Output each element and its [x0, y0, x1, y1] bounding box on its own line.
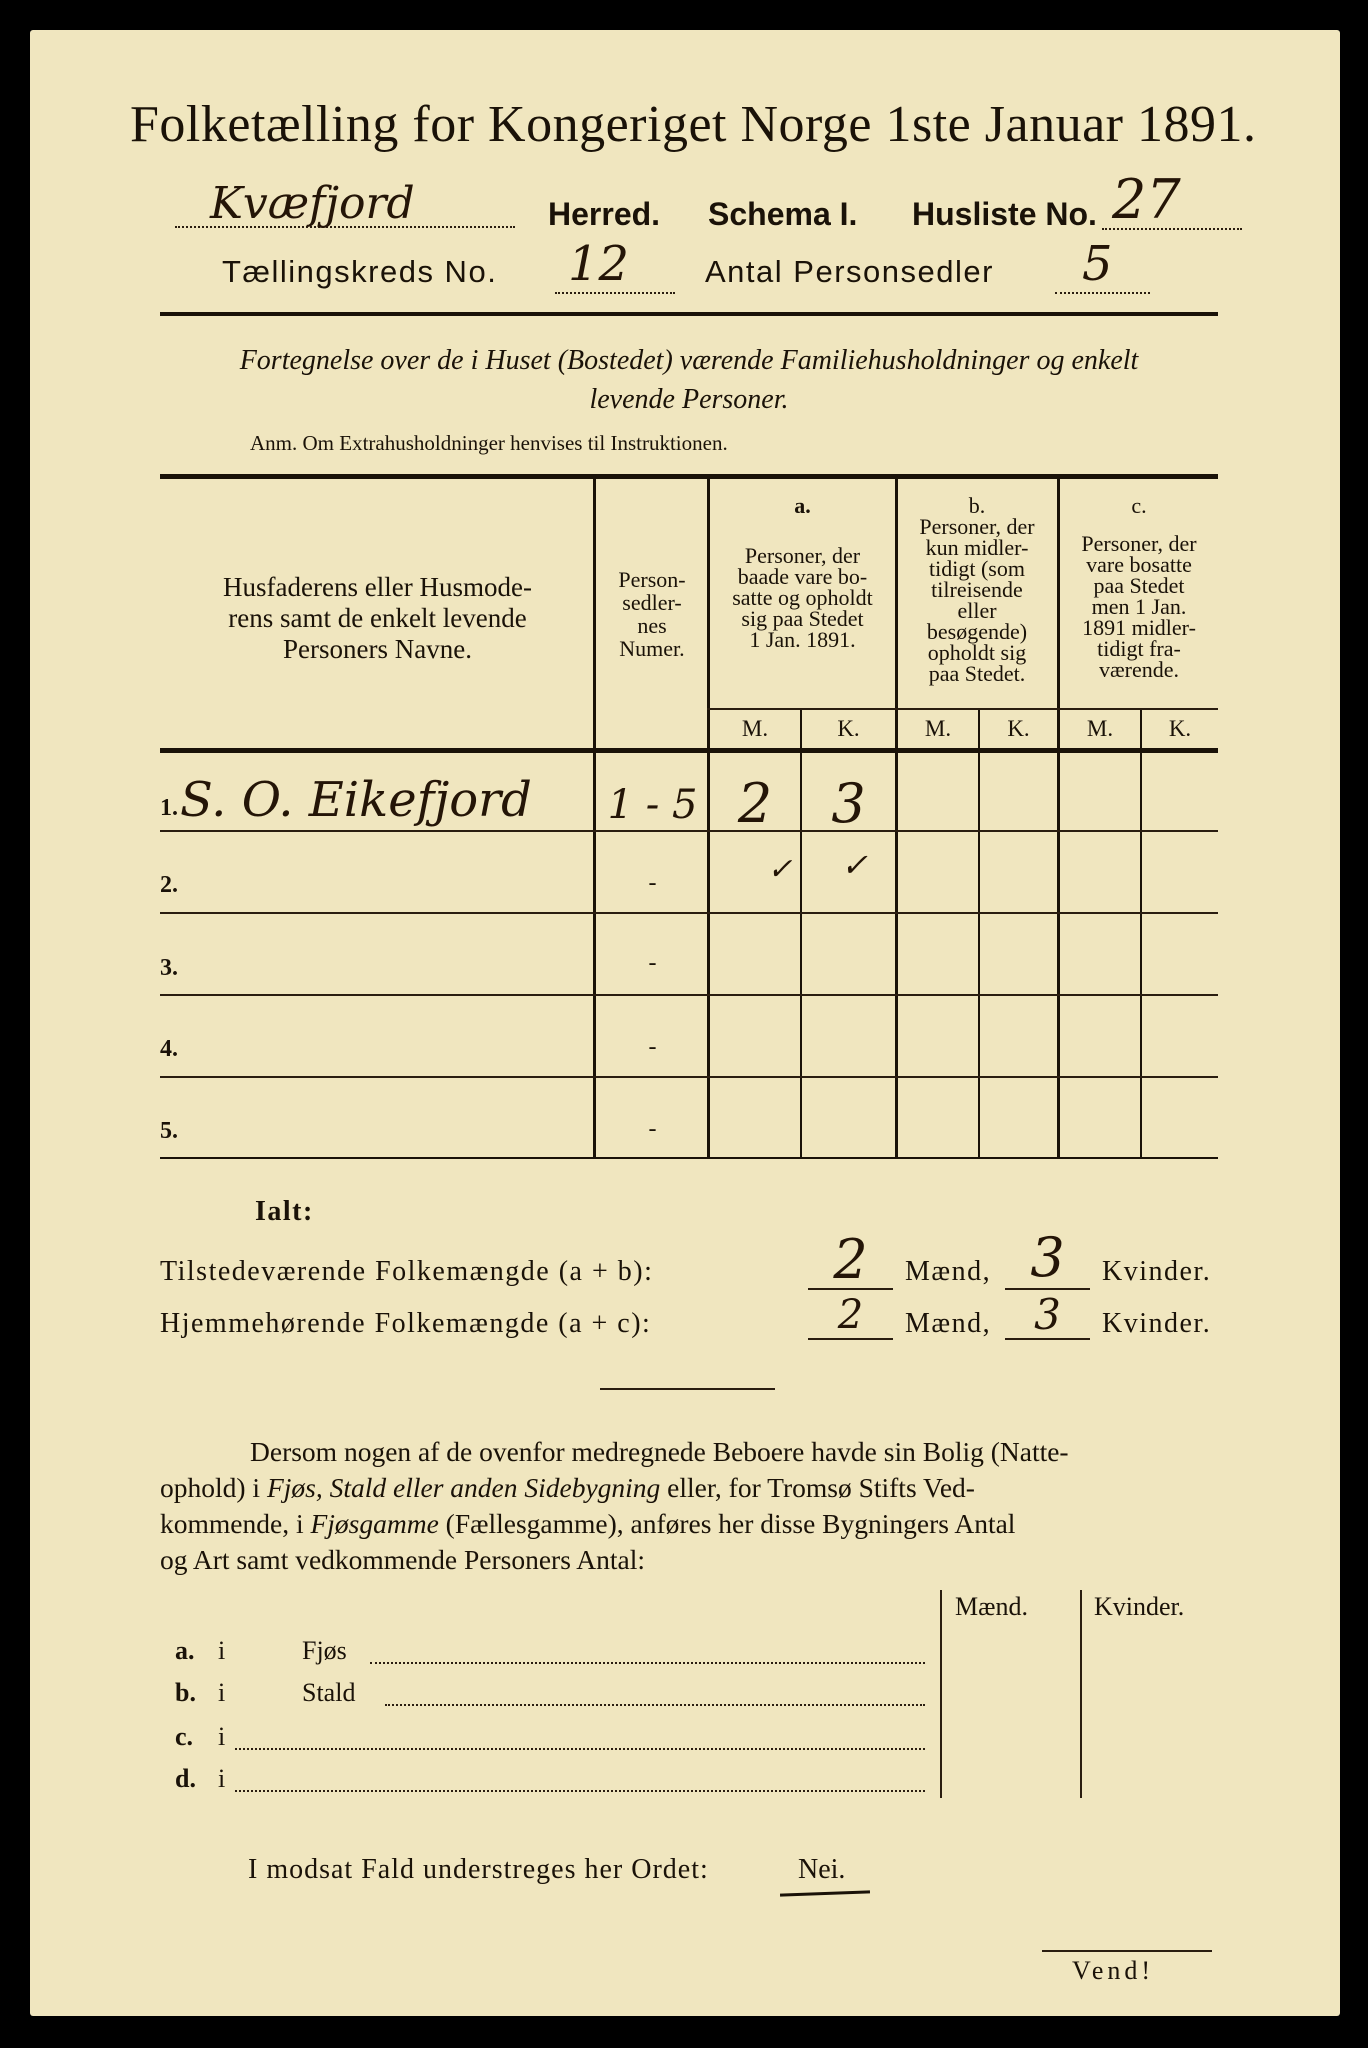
col-a-header: Personer, der baade vare bo- satte og opholdt sig paa Stedet 1 Jan. 1891. — [732, 543, 873, 652]
buildings-para-line-3: kommende, i Fjøsgamme (Fællesgamme), anføres her disse Bygningers Antal — [160, 1508, 1016, 1539]
vend-rule — [1042, 1950, 1212, 1952]
building-item-dotted-line — [235, 1746, 925, 1750]
tilstede-k-value: 3 — [1030, 1226, 1065, 1289]
kreds-label: Tællingskreds No. — [222, 254, 498, 289]
row-a-m-check: ✓ — [767, 852, 793, 887]
personsedler-label: Antal Personsedler — [705, 254, 994, 289]
building-item-i: i — [218, 1722, 226, 1751]
hjemme-k-value: 3 — [1034, 1290, 1061, 1339]
col-c-header: Personer, der vare bosatte paa Stedet men 1 Jan. 1891 midler- tidigt fra- værende. — [1081, 531, 1197, 682]
buildings-para-line-4: og Art samt vedkommende Personers Antal: — [160, 1544, 645, 1575]
row-name: S. O. Eikefjord — [180, 772, 532, 828]
col-b-letter: b. — [968, 493, 986, 518]
row-sedler: - — [648, 950, 657, 976]
row-sedler: - — [648, 1116, 657, 1142]
personsedler-handwritten-value: 5 — [1082, 236, 1113, 292]
col-divider-b-mk — [978, 708, 980, 1158]
col-name-header: Husfaderens eller Husmode- rens samt de enkelt levende Personers Navne. — [223, 572, 532, 664]
schema-label: Schema I. — [708, 196, 858, 232]
herred-handwritten-value: Kvæfjord — [210, 178, 415, 229]
hjemme-m-line — [808, 1338, 893, 1340]
anm-note: Anm. Om Extrahusholdninger henvises til Instruktionen. — [250, 431, 728, 455]
col-a-letter: a. — [794, 493, 811, 518]
tilstede-maend-label: Mænd, — [905, 1256, 992, 1287]
row-line-2 — [160, 912, 1218, 914]
buildings-para-line-1: Dersom nogen af de ovenfor medregnede Beboere havde sin Bolig (Natte- — [250, 1436, 1069, 1467]
mk-subheader-rule — [707, 708, 1218, 710]
row-number: 3. — [160, 955, 178, 981]
row-line-3 — [160, 994, 1218, 996]
building-item-i: i — [218, 1764, 226, 1793]
modsat-text: I modsat Fald understreges her Ordet: — [248, 1854, 709, 1885]
buildings-para-line-2: ophold) i Fjøs, Stald eller anden Sidebygning eller, for Tromsø Stifts Ved- — [160, 1472, 975, 1503]
col-b-m-label: M. — [924, 716, 952, 741]
row-a-k: 3 — [831, 772, 866, 835]
vend-text: Vend! — [1072, 1956, 1155, 1985]
husliste-label: Husliste No. — [912, 196, 1097, 232]
intro-line-2: levende Personer. — [589, 384, 789, 415]
col-c-m-label: M. — [1086, 716, 1114, 741]
col-a-k-label: K. — [837, 716, 860, 741]
form-title: Folketælling for Kongeriget Norge 1ste Januar 1891. — [130, 96, 1257, 153]
ialt-label: Ialt: — [255, 1196, 314, 1227]
hjemme-m-value: 2 — [837, 1292, 864, 1338]
row-sedler: 1 - 5 — [607, 782, 698, 828]
buildings-col-divider-2 — [1080, 1590, 1082, 1798]
buildings-kvinder-header: Kvinder. — [1094, 1592, 1185, 1621]
building-item-letter: c. — [175, 1722, 194, 1751]
building-item-i: i — [218, 1678, 226, 1707]
building-item-label: Fjøs — [302, 1636, 347, 1665]
row-a-k-check: ✓ — [841, 846, 868, 884]
hjemme-label: Hjemmehørende Folkemængde (a + c): — [160, 1308, 652, 1339]
buildings-col-divider-1 — [940, 1590, 942, 1798]
building-item-letter: d. — [175, 1764, 196, 1793]
section-divider — [600, 1388, 775, 1390]
col-b-k-label: K. — [1007, 716, 1030, 741]
col-divider-name — [593, 478, 596, 1158]
col-a-m-label: M. — [741, 716, 769, 741]
building-item-label: Stald — [302, 1678, 356, 1707]
intro-line-1: Fortegnelse over de i Huset (Bostedet) værende Familiehusholdninger og enkelt — [239, 345, 1139, 376]
husliste-handwritten-value: 27 — [1112, 168, 1181, 231]
kreds-handwritten-value: 12 — [568, 236, 630, 292]
col-c-letter: c. — [1131, 493, 1147, 518]
row-a-m: 2 — [737, 772, 773, 835]
row-line-1 — [160, 830, 1218, 832]
tilstede-m-value: 2 — [833, 1228, 868, 1291]
building-item-i: i — [218, 1636, 226, 1665]
row-number: 2. — [160, 872, 178, 898]
building-item-letter: b. — [175, 1678, 196, 1707]
row-sedler: - — [648, 1034, 657, 1060]
col-c-k-label: K. — [1168, 716, 1192, 741]
building-item-letter: a. — [175, 1636, 195, 1665]
herred-label: Herred. — [548, 196, 661, 232]
tilstede-label: Tilstedeværende Folkemængde (a + b): — [160, 1256, 654, 1287]
row-number: 4. — [160, 1036, 178, 1062]
building-item-dotted-line — [385, 1702, 925, 1706]
nei-word: Nei. — [798, 1854, 846, 1885]
row-number: 1. — [160, 795, 178, 821]
hjemme-maend-label: Mænd, — [905, 1308, 992, 1339]
building-item-dotted-line — [370, 1660, 925, 1664]
tilstede-kvinder-label: Kvinder. — [1102, 1256, 1212, 1287]
row-line-4 — [160, 1076, 1218, 1078]
row-sedler: - — [648, 870, 657, 896]
header-rule — [160, 312, 1218, 316]
col-divider-c-mk — [1140, 708, 1142, 1158]
building-item-dotted-line — [235, 1788, 925, 1792]
col-num-header: Person- sedler- nes Numer. — [618, 567, 686, 661]
row-number: 5. — [160, 1118, 178, 1144]
hjemme-kvinder-label: Kvinder. — [1102, 1308, 1212, 1339]
buildings-maend-header: Mænd. — [955, 1592, 1028, 1621]
census-form-page — [30, 30, 1340, 2016]
col-b-header: Personer, der kun midler- tidigt (som tilreisende eller besøgende) opholdt sig paa Stedet. — [919, 514, 1035, 686]
